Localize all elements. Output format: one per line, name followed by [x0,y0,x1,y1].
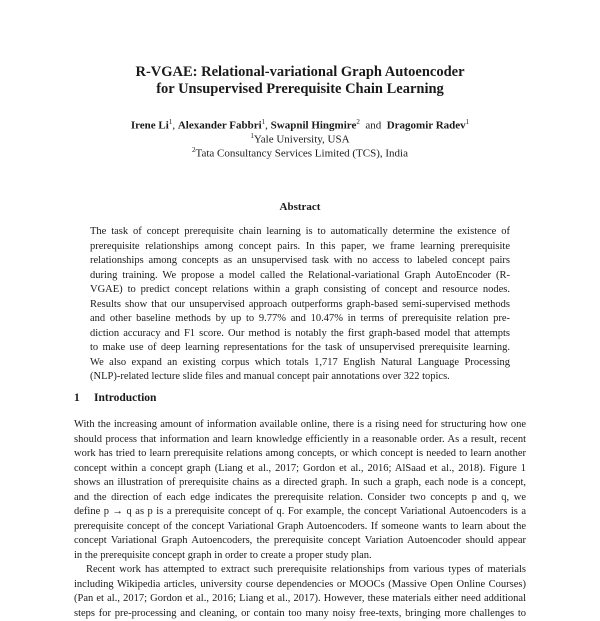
text-line: steps for pre-processing and cleaning, or contain too many noisy free-texts, bringing more challenges to [74,607,526,621]
author-affil-mark: 1 [262,118,266,126]
text-line: including Wikipedia articles, university course dependencies or MOOCs (Massive Open Online Courses) [74,578,526,593]
abstract-text [90,225,510,385]
body-text [74,418,526,621]
author-affil-mark: 2 [356,118,360,126]
paper-title-line-1: R-VGAE: Relational-variational Graph Autoencoder [0,64,600,81]
section-number: 1 [74,392,94,404]
author-name: Dragomir Radev [387,120,466,132]
text-line: VGAE) to predict concept relations within a graph consisting of concept and resource nodes. [90,283,510,298]
abstract-heading: Abstract [0,201,600,213]
text-line: should process that information and learn knowledge efficiently in a reasonable order. As a result, recent [74,433,526,448]
affiliation: $^2$Tata Consultancy Services Limited (TCS), India [0,143,600,161]
text-line: and other baseline methods by up to 9.77% and 10.47% in terms of prerequisite relation pre- [90,312,510,327]
section-title: Introduction [94,392,156,404]
section-heading [74,392,156,404]
text-line: (NLP)-related lecture slide files and manual concept pair annotations over 322 topics. [90,370,510,385]
author-name: Irene Li [131,120,169,132]
text-line: Results show that our unsupervised approach outperforms graph-based semi-supervised methods [90,298,510,313]
text-line: diction accuracy and F1 score. Our method is notably the first graph-based model that attempts [90,327,510,342]
text-line: to make use of deep learning representations for the task of unsupervised prerequisite learning. [90,341,510,356]
text-line: With the increasing amount of information available online, there is a rising need for structuring how one [74,418,526,433]
text-line: (Pan et al., 2017; Gordon et al., 2016; Liang et al., 2017). However, these materials either need additional [74,592,526,607]
text-line: concept Variational Graph Autoencoders, the prerequisite concept Variation Autoencoder should appear [74,534,526,549]
text-line: prerequisite concept of the concept Variational Graph Autoencoders. If someone wants to learn about the [74,520,526,535]
author-name: Swapnil Hingmire [271,120,357,132]
author-list: Irene Li$^1$, Alexander Fabbri$^1$, Swapnil Hingmire$^2$ and Dragomir Radev$^1$ [0,115,600,133]
text-line: in the prerequisite concept graph in order to create a proper study plan. [74,549,526,564]
text-line: Recent work has attempted to extract such prerequisite relationships from various types of materials [74,563,526,578]
author-affil-mark: 1 [466,118,470,126]
text-line: prerequisite relationships among concept pairs. In this paper, we frame learning prerequisite [90,240,510,255]
text-line: We also expand an existing corpus which totals 1,717 English Natural Language Processing [90,356,510,371]
paper-title-line-2: for Unsupervised Prerequisite Chain Learning [0,81,600,98]
author-conjunction: and [365,120,381,132]
text-line: relationships among concepts as an unsupervised task with no access to labeled concept pairs [90,254,510,269]
text-line: concept within a concept graph (Liang et al., 2017; Gordon et al., 2016; AlSaad et al., 2018). Figure 1 [74,462,526,477]
affiliation: $^1$Yale University, USA [0,129,600,147]
text-line: during training. We propose a model called the Relational-variational Graph AutoEncoder (R- [90,269,510,284]
text-line: The task of concept prerequisite chain learning is to automatically determine the existence of [90,225,510,240]
text-line: and the direction of each edge indicates the prerequisite relation. Consider two concepts p and q, we [74,491,526,506]
text-line: define p → q as p is a prerequisite concept of q. For example, the concept Variational Autoencoders is a [74,505,526,520]
text-line: shows an illustration of prerequisite chains as a directed graph. In such a graph, each node is a concept, [74,476,526,491]
text-line: work has tried to learn prerequisite relations among concepts, or which concept is needed to learn another [74,447,526,462]
author-name: Alexander Fabbri [178,120,262,132]
author-affil-mark: 1 [169,118,173,126]
